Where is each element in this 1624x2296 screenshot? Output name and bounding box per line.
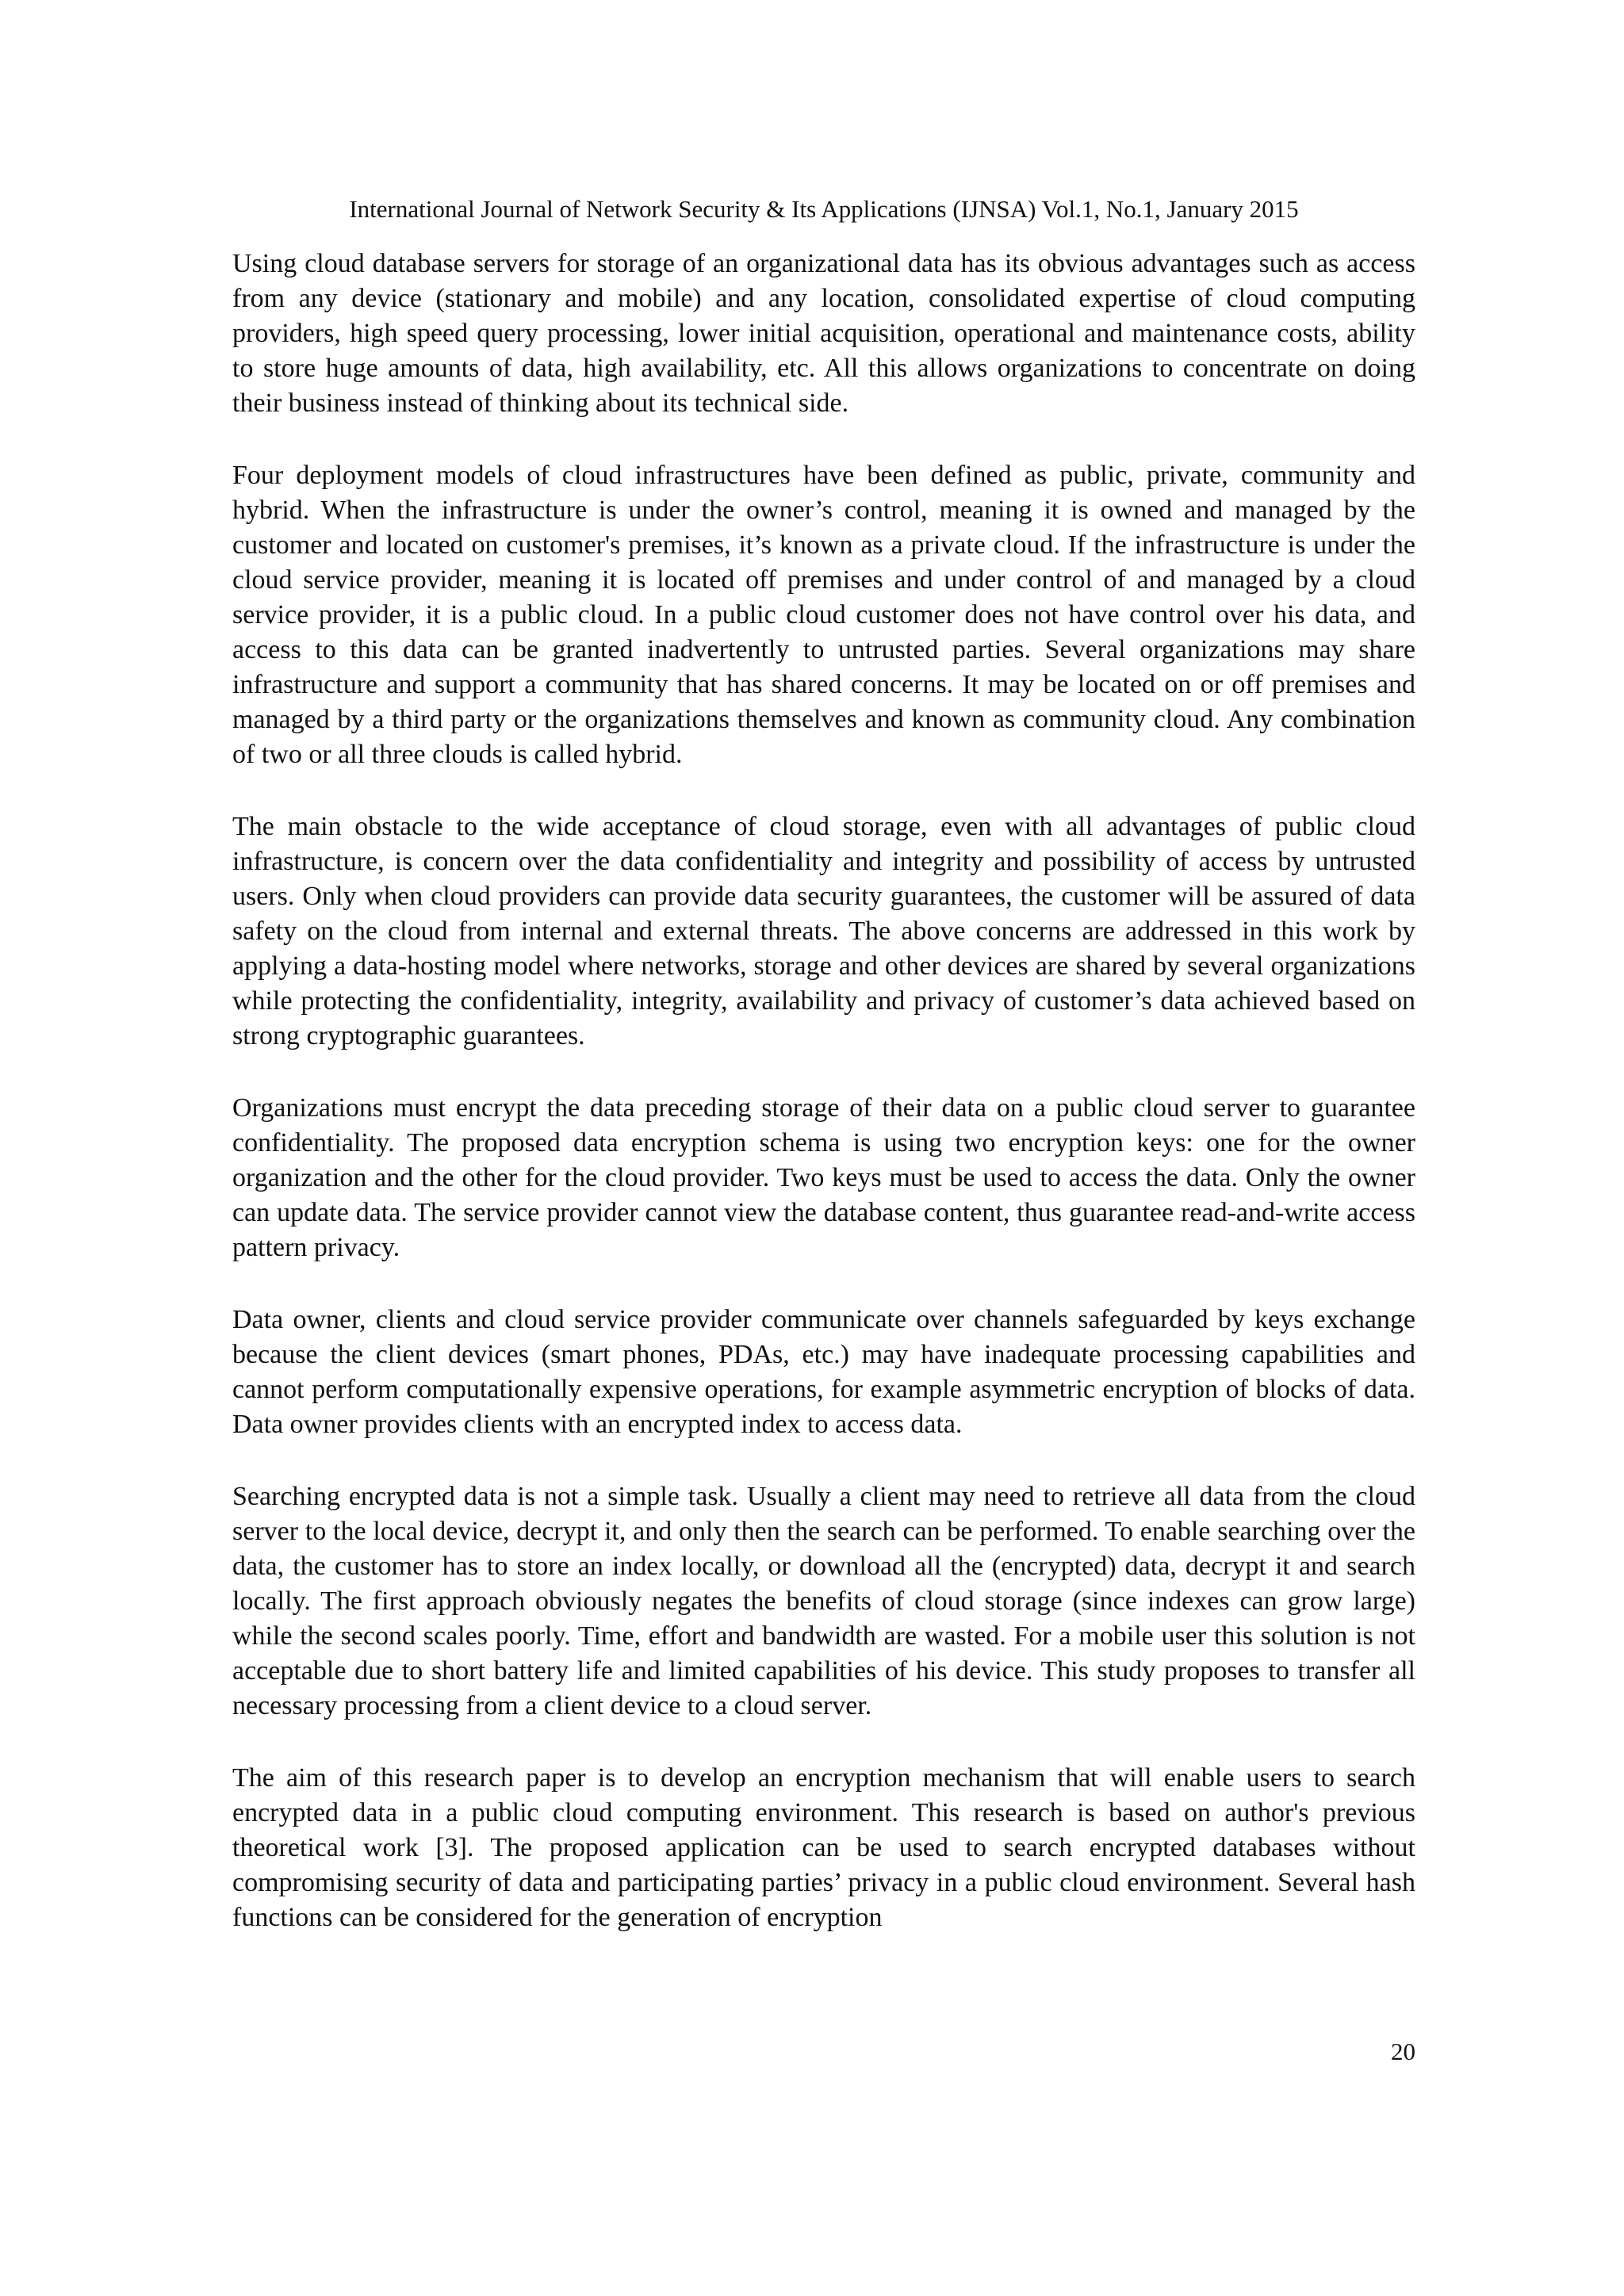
journal-running-header: International Journal of Network Security & Its Applications (IJNSA) Vol.1, No.1, January 2015 <box>349 195 1299 223</box>
paragraph-encryption-keys: Organizations must encrypt the data preceding storage of their data on a public cloud server to guarantee confidentiality. The proposed data encryption schema is using two encryption keys: one for the owner organization and the other for the cloud provider. Two keys must be used to access the data. Only the owner can update data. The service provider cannot view the database content, thus guarantee read-and-write access pattern privacy. <box>232 1093 1415 1262</box>
paragraph-cloud-advantages: Using cloud database servers for storage of an organizational data has its obvious advantages such as access from any device (stationary and mobile) and any location, consolidated expertise of cloud computing providers, high speed query processing, lower initial acquisition, operational and maintenance costs, ability to store huge amounts of data, high availability, etc. All this allows organizations to concentrate on doing their business instead of thinking about its technical side. <box>232 249 1415 418</box>
page-number: 20 <box>1391 2038 1415 2065</box>
paragraph-deployment-models: Four deployment models of cloud infrastructures have been defined as public, private, community and hybrid. When the infrastructure is under the owner’s control, meaning it is owned and managed by the customer and located on customer's premises, it’s known as a private cloud. If the infrastructure is under the cloud service provider, meaning it is located off premises and under control of and managed by a cloud service provider, it is a public cloud. In a public cloud customer does not have control over his data, and access to this data can be granted inadvertently to untrusted parties. Several organizations may share infrastructure and support a community that has shared concerns. It may be located on or off premises and managed by a third party or the organizations themselves and known as community cloud. Any combination of two or all three clouds is called hybrid. <box>232 461 1415 769</box>
paragraph-searching-encrypted-data: Searching encrypted data is not a simple task. Usually a client may need to retrieve all data from the cloud server to the local device, decrypt it, and only then the search can be performed. To enable searching over the data, the customer has to store an index locally, or download all the (encrypted) data, decrypt it and search locally. The first approach obviously negates the benefits of cloud storage (since indexes can grow large) while the second scales poorly. Time, effort and bandwidth are wasted. For a mobile user this solution is not acceptable due to short battery life and limited capabilities of his device. This study proposes to transfer all necessary processing from a client device to a cloud server. <box>232 1482 1415 1720</box>
paragraph-main-obstacle: The main obstacle to the wide acceptance of cloud storage, even with all advantages of public cloud infrastructure, is concern over the data confidentiality and integrity and possibility of access by untrusted users. Only when cloud providers can provide data security guarantees, the customer will be assured of data safety on the cloud from internal and external threats. The above concerns are addressed in this work by applying a data-hosting model where networks, storage and other devices are shared by several organizations while protecting the confidentiality, integrity, availability and privacy of customer’s data achieved based on strong cryptographic guarantees. <box>232 812 1415 1050</box>
body-text <box>232 247 1415 1935</box>
paragraph-research-aim: The aim of this research paper is to develop an encryption mechanism that will enable users to search encrypted data in a public cloud computing environment. This research is based on author's previous theoretical work [3]. The proposed application can be used to search encrypted databases without compromising security of data and participating parties’ privacy in a public cloud environment. Several hash functions can be considered for the generation of encryption <box>232 1763 1415 1932</box>
paragraph-key-exchange: Data owner, clients and cloud service provider communicate over channels safeguarded by keys exchange because the client devices (smart phones, PDAs, etc.) may have inadequate processing capabilities and cannot perform computationally expensive operations, for example asymmetric encryption of blocks of data. Data owner provides clients with an encrypted index to access data. <box>232 1305 1415 1439</box>
